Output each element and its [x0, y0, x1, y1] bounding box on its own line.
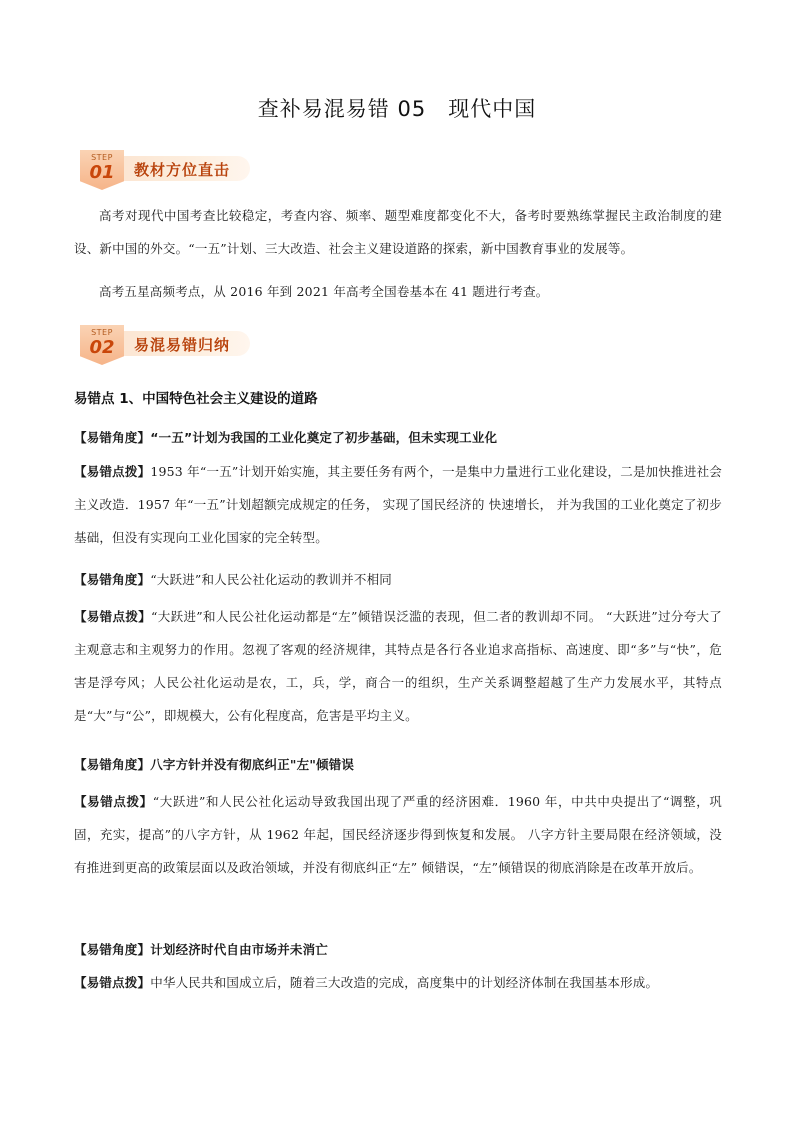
angle-tag: 【易错角度】 [74, 757, 151, 772]
tip-tag: 【易错点拨】 [74, 464, 151, 479]
tip-text: “大跃进”和人民公社化运动导致我国出现了严重的经济困难．1960 年，中共中央提出了“调整，巩固，充实，提高”的八字方针，从 1962 年起，国民经济逐步得到恢复和发展。 八字方针主要局限在经济领域，没有推进到更高的政策层面以及政治领域，并没有彻底纠正“左” 倾错误，“左”倾错误的彻底消除是在改革开放后。 [74, 794, 723, 875]
step-02-banner [80, 325, 252, 365]
step-number: 01 [89, 162, 115, 183]
angle-tag: 【易错角度】 [74, 430, 151, 445]
step-word: STEP [91, 328, 113, 337]
error-angle-1 [74, 421, 722, 454]
angle-tag: 【易错角度】 [74, 942, 151, 957]
error-tip-1 [74, 455, 722, 554]
step-label: 教材方位直击 [134, 161, 231, 179]
error-tip-2 [74, 600, 722, 732]
tip-text: 中华人民共和国成立后，随着三大改造的完成，高度集中的计划经济体制在我国基本形成。 [150, 975, 659, 990]
tip-tag: 【易错点拨】 [74, 794, 153, 809]
angle-tag: 【易错角度】 [74, 572, 151, 587]
angle-text: “一五”计划为我国的工业化奠定了初步基础，但未实现工业化 [150, 430, 498, 445]
error-angle-4 [74, 933, 722, 966]
step-01-banner [80, 150, 252, 190]
tip-text: “大跃进”和人民公社化运动都是“左”倾错误泛滥的表现，但二者的教训却不同。 “大跃进”过分夸大了主观意志和主观努力的作用。忽视了客观的经济规律，其特点是各行各业追求高指标、高速度、即“多”与“快”，危害是浮夸风；人民公社化运动是农，工，兵，学，商合一的组织，生产关系调整超越了生产力发展水平，其特点是“大”与“公”，即规模大，公有化程度高，危害是平均主义。 [74, 609, 723, 723]
intro-paragraph-1: 高考对现代中国考查比较稳定，考查内容、频率、题型难度都变化不大，备考时要熟练掌握民主政治制度的建设、新中国的外交。“一五”计划、三大改造、社会主义建设道路的探索，新中国教育事业的发展等。 [74, 208, 722, 256]
intro-paragraph-2: 高考五星高频考点，从 2016 年到 2021 年高考全国卷基本在 41 题进行考查。 [99, 284, 549, 299]
page-title-main: 查补易混易错 05 [257, 97, 427, 121]
page-title [0, 93, 794, 123]
step-label: 易混易错归纳 [134, 336, 231, 354]
step-number: 02 [89, 337, 115, 358]
error-tip-3 [74, 785, 722, 884]
tip-tag: 【易错点拨】 [74, 609, 152, 624]
tip-text: 1953 年“一五”计划开始实施，其主要任务有两个，一是集中力量进行工业化建设，二是加快推进社会主义改造．1957 年“一五”计划超额完成规定的任务， 实现了国民经济的 快速增长， 并为我国的工业化奠定了初步基础，但没有实现向工业化国家的完全转型。 [74, 464, 722, 545]
step-word: STEP [91, 153, 113, 162]
page-title-sub: 现代中国 [448, 97, 537, 121]
angle-text: 八字方针并没有彻底纠正"左"倾错误 [150, 757, 355, 772]
error-tip-4 [74, 966, 722, 999]
angle-text: “大跃进”和人民公社化运动的教训并不相同 [150, 572, 392, 587]
error-angle-3 [74, 748, 722, 781]
error-angle-2 [74, 563, 722, 596]
angle-text: 计划经济时代自由市场并未消亡 [150, 942, 329, 957]
section-heading: 易错点 1、中国特色社会主义建设的道路 [74, 391, 318, 407]
tip-tag: 【易错点拨】 [74, 975, 151, 990]
